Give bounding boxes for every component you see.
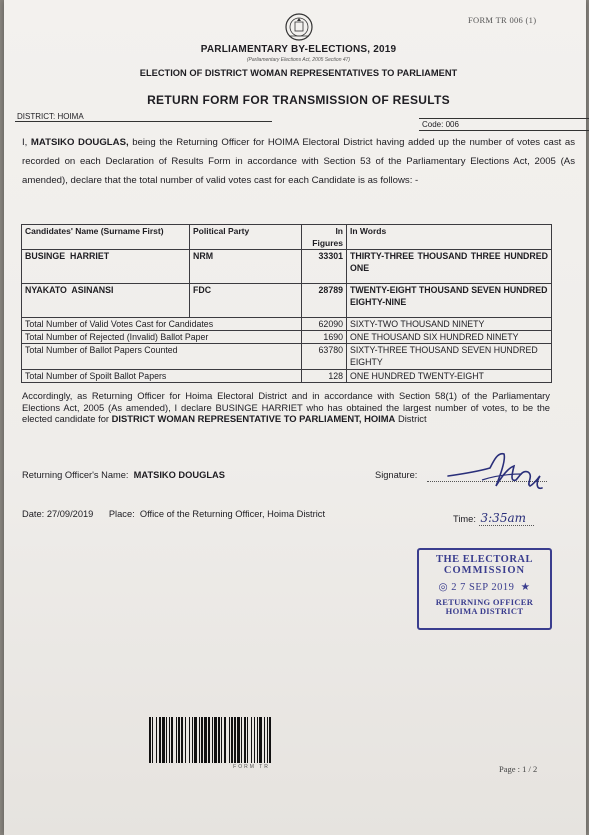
barcode-bar	[231, 717, 233, 763]
time-field	[453, 511, 534, 525]
date-value: 27/09/2019	[46, 509, 94, 519]
intro-officer-name: MATSIKO DOUGLAS,	[30, 137, 129, 148]
barcode-bar	[224, 717, 226, 763]
election-name: ELECTION OF DISTRICT WOMAN REPRESENTATIVES TO PARLIAMENT	[139, 68, 458, 78]
barcode-bar	[267, 717, 268, 763]
total-figures: 62090	[302, 318, 347, 331]
officer-label: Returning Officer's Name:	[22, 470, 129, 480]
barcode-bar	[171, 717, 173, 763]
barcode-bar	[185, 717, 186, 763]
candidate-name: NYAKATO ASINANSI	[22, 284, 190, 318]
barcode-bar	[269, 717, 271, 763]
header-candidate: Candidates' Name (Surname First)	[22, 225, 190, 250]
barcode-label: FORM TR	[233, 764, 270, 770]
barcode-bar	[221, 717, 222, 763]
time-label: Time:	[453, 514, 476, 524]
total-figures: 63780	[302, 344, 347, 370]
candidate-figures: 28789	[302, 284, 347, 318]
date-and-place	[22, 509, 325, 519]
signature-label: Signature:	[375, 470, 418, 480]
document-page	[4, 0, 586, 835]
barcode-bar	[241, 717, 242, 763]
form-number: FORM TR 006 (1)	[468, 15, 537, 25]
barcode-bar	[212, 717, 213, 763]
barcode-bar	[181, 717, 183, 763]
returning-officer	[22, 470, 225, 480]
candidate-name: BUSINGE HARRIET	[22, 250, 190, 284]
table-row	[22, 284, 552, 318]
header-figures: In Figures	[302, 225, 347, 250]
signature-image	[442, 446, 552, 496]
total-words: ONE THOUSAND SIX HUNDRED NINETY	[347, 331, 552, 344]
total-label: Total Number of Valid Votes Cast for Candidates	[22, 318, 302, 331]
table-row	[22, 331, 552, 344]
stamp-date-row	[419, 581, 550, 593]
total-label: Total Number of Rejected (Invalid) Ballot Paper	[22, 331, 302, 344]
candidate-party: FDC	[190, 284, 302, 318]
barcode-bar	[156, 717, 157, 763]
total-words: ONE HUNDRED TWENTY-EIGHT	[347, 370, 552, 383]
barcode-bar	[199, 717, 200, 763]
barcode-bar	[178, 717, 180, 763]
intro-prefix: I,	[22, 137, 31, 148]
intro-text: being the Returning Officer for HOIMA Electoral District having added up the number of votes cast as recorded on each Declaration of Results Form in accordance with Section 53 of the Parliamentary Elections Act, 2005 (As amended), declare that the total number of valid votes cast for each Candidate is as follows: -	[22, 137, 575, 186]
winner-position: DISTRICT WOMAN REPRESENTATIVE TO PARLIAMENT, HOIMA	[111, 413, 396, 424]
barcode-bar	[234, 717, 236, 763]
candidate-words: THIRTY-THREE THOUSAND THREE HUNDRED ONE	[347, 250, 552, 284]
barcode-bar	[247, 717, 248, 763]
stamp-seal-icon: ◎	[438, 582, 449, 593]
barcode-bar	[194, 717, 197, 763]
barcode-bar	[192, 717, 193, 763]
barcode-bar	[251, 717, 252, 763]
barcode-bar	[162, 717, 165, 763]
form-title: RETURN FORM FOR TRANSMISSION OF RESULTS	[147, 93, 450, 107]
code-field: Code: 006	[419, 118, 589, 131]
barcode-bar	[254, 717, 255, 763]
stamp-line-4: HOIMA DISTRICT	[445, 606, 524, 616]
total-words: SIXTY-THREE THOUSAND SEVEN HUNDRED EIGHTY	[347, 344, 552, 370]
barcode-bar	[176, 717, 177, 763]
officer-name: MATSIKO DOUGLAS	[133, 470, 225, 480]
winner-text: Accordingly, as Returning Officer for Hoima Electoral District and in accordance with Section 58(1) of the Parliamentary Elections Act, 2005 (As amended), I declare BUSINGE HARRIET who has obtained the largest number of votes, to be the elected candidate for	[22, 390, 550, 424]
place-value: Office of the Returning Officer, Hoima District	[139, 509, 326, 519]
winner-text-end: District	[395, 413, 427, 424]
total-figures: 128	[302, 370, 347, 383]
stamp-date: 2 7 SEP 2019	[451, 582, 515, 593]
barcode-bar	[214, 717, 217, 763]
barcode-bar	[149, 717, 151, 763]
barcode-bar	[237, 717, 240, 763]
barcode-bar	[244, 717, 246, 763]
barcode-bar	[201, 717, 203, 763]
barcode-bar	[189, 717, 190, 763]
barcode-bar	[159, 717, 161, 763]
election-subtitle: (Parliamentary Elections Act, 2005 Section 47)	[246, 57, 351, 63]
candidate-figures: 33301	[302, 250, 347, 284]
barcode-bar	[204, 717, 207, 763]
place-label: Place:	[108, 509, 135, 519]
electoral-commission-stamp	[417, 548, 552, 630]
barcode-bar	[257, 717, 258, 763]
header-party: Political Party	[190, 225, 302, 250]
header-words: In Words	[347, 225, 552, 250]
table-row	[22, 370, 552, 383]
page-number: Page : 1 / 2	[499, 764, 538, 774]
candidate-party: NRM	[190, 250, 302, 284]
candidate-words: TWENTY-EIGHT THOUSAND SEVEN HUNDRED EIGHTY-NINE	[347, 284, 552, 318]
barcode-bar	[166, 717, 167, 763]
stamp-line-1: THE ELECTORAL	[435, 554, 534, 565]
table-row	[22, 318, 552, 331]
table-header-row	[22, 225, 552, 250]
table-row	[22, 344, 552, 370]
stamp-line-3: RETURNING OFFICER	[435, 597, 534, 607]
barcode-bar	[169, 717, 170, 763]
results-table	[21, 224, 552, 383]
barcode-bar	[264, 717, 265, 763]
declaration-of-winner	[22, 390, 550, 425]
barcode-bar	[218, 717, 220, 763]
barcode-bar	[259, 717, 262, 763]
district-field: DISTRICT: HOIMA	[15, 112, 272, 122]
barcode-bar	[229, 717, 230, 763]
total-words: SIXTY-TWO THOUSAND NINETY	[347, 318, 552, 331]
total-figures: 1690	[302, 331, 347, 344]
barcode	[149, 717, 354, 763]
time-value: 3:35am	[479, 511, 534, 526]
declaration-paragraph	[22, 133, 575, 190]
star-icon: ★	[520, 582, 531, 593]
total-label: Total Number of Ballot Papers Counted	[22, 344, 302, 370]
stamp-line-2: COMMISSION	[443, 565, 526, 576]
coat-of-arms-icon	[283, 12, 315, 42]
total-label: Total Number of Spoilt Ballot Papers	[22, 370, 302, 383]
election-title: PARLIAMENTARY BY-ELECTIONS, 2019	[200, 44, 397, 55]
table-row	[22, 250, 552, 284]
barcode-bar	[152, 717, 153, 763]
date-label: Date:	[22, 509, 45, 519]
barcode-bar	[208, 717, 210, 763]
